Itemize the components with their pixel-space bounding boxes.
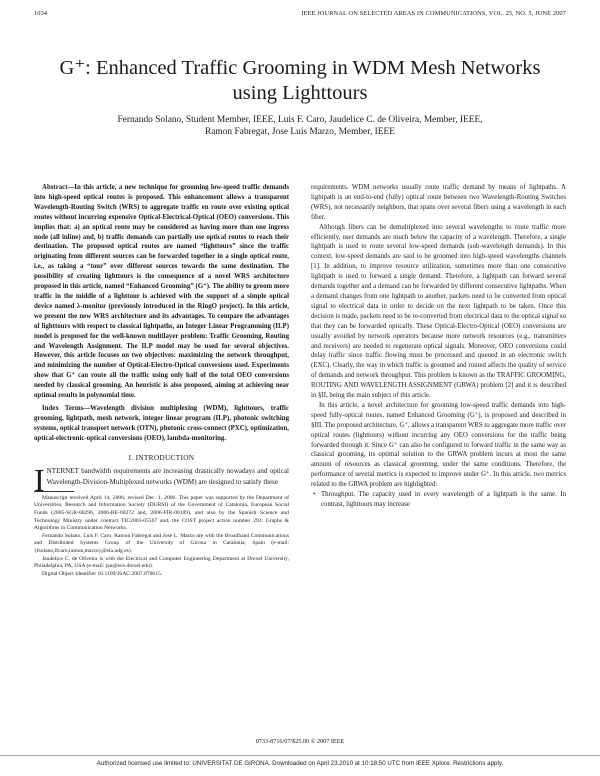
body-paragraph: In this article, a novel architecture for grooming low-speed traffic demands into high-speed fully-optical routes, named Enhanced Grooming (G⁺), is proposed and described in §III. The proposed architecture, G⁺, allows a transparent WRS to aggregate more traffic over optical routes (lighttours) without incurring any OEO conversions for the traffic being forwarded through it. Since G⁺ can also be configured to forward traffic in the same way as classical grooming, its optimal solution to the GRWA problem incurs at most the same amount of resources as classical grooming, under the same conditions. Therefore, the performance of several metrics is expected to improve under G⁺. In this article, two metrics related to the GRWA problem are highlighted:: [311, 401, 566, 489]
journal-name: IEEE JOURNAL ON SELECTED AREAS IN COMMUNICATIONS, VOL. 25, NO. 5, JUNE 2007: [301, 10, 566, 17]
footnote-doi: Digital Object Identifier 10.1109/JSAC.2007.070615.: [42, 570, 163, 577]
footnote-manuscript: Manuscript received April 14, 2006; revised Dec. 1, 2006. This paper was supported by the Department of Universities, Research and Information Society (DURSI) of the Government of Catalonia, European Social Funds (2005-SGR-00296, 2006-BE-00272 and, 2006-FIR-00109), and also by the Spanish Science and Technology Ministry under contract TIC2003-05567 and, the COST project action number 293: Graphs & Algorithms in Communication Networks.: [34, 494, 289, 532]
body-paragraph: requirements. WDM networks usually route traffic demand by means of lightpaths. A lightpath is an end-to-end (fully) optical route between two Wavelength-Routing Switches (WRS), not necessarily neighbors, that spans over several fibers using a wavelength in each fiber.: [311, 184, 566, 221]
bullet-item: [311, 490, 566, 510]
index-terms: Index Terms—Wavelength division multiplexing (WDM), lighttours, traffic grooming, lightpath, mesh network, integer linear program (ILP), photonic switching systems, optical transport network (OTN), photonic cross-connect (PXC), optimization, optical-electronic-optical conversions (OEO), lambda-monitoring.: [34, 404, 289, 442]
download-footer: Authorized licensed use limited to: UNIVERSITAT DE GIRONA. Downloaded on April 23,2010 at 10:18:50 UTC from IEEE Xplore. Restrictions apply.: [96, 760, 504, 767]
page-number: 1034: [34, 10, 48, 17]
copyright-line: 0733-8716/07/$25.00 © 2007 IEEE: [255, 738, 345, 745]
bullet-text: Throughput. The capacity used in every wavelength of a lightpath is the same. In contrast, lighttours may increase: [321, 491, 566, 508]
footnote-affiliation: Fernando Solano, Luis F. Caro, Ramon Fabregat and Jose L. Marzo are with the Broadband Communications and Distributed Systems Group of the University of Girona in Catalonia, Spain (e-mail: {fsolano,lfcaro,ramon,marzo}@eia.udg.es).: [34, 532, 289, 555]
footnote-affiliation: Jaudelice C. de Oliveira is with the Electrical and Computer Engineering Department at Drexel University, Philadelphia, PA, USA (e-mail: jau@ece.drexel.edu).: [34, 555, 289, 570]
abstract: Abstract—In this article, a new technique for grooming low-speed traffic demands into high-speed optical routes is proposed. This enhancement allows a transparent Wavelength-Routing Switch (WRS) to aggregate traffic en route over existing optical routes without incurring expensive Optical-Electrical-Optical (OEO) conversions. This implies that: a) an optical route may be considered as having more than one ingress node (all inline) and, b) traffic demands can partially use optical routes to reach their destination. The proposed optical routes are named “lighttours” since the traffic originating from different sources can be forwarded together in a single optical route, i.e., as taking a “tour” over different sources towards the same destination. The possibility of creating lighttours is the consequence of a novel WRS architecture proposed in this article, named “Enhanced Grooming” (G⁺). The ability to groom more traffic in the middle of a lighttour is achieved with the support of a simple optical device named λ-monitor (previously introduced in the RingO project). In this article, we present the new WRS architecture and its advantages. To compare the advantages of lighttours with respect to classical lightpaths, an Integer Linear Programming (ILP) model is proposed for the well-known multilayer problem: Traffic Grooming, Routing and Wavelength Assignment. The ILP model may be used for several objectives. However, this article focuses on two objectives: maximizing the network throughput, and minimizing the number of Optical-Electro-Optical conversions used. Experiments show that G⁺ can route all the traffic using only half of the total OEO conversions needed by classical grooming. An heuristic is also proposed, aiming at achieving near optimal results in polynomial time.: [34, 184, 289, 400]
drop-cap: I: [34, 462, 45, 499]
left-column: [34, 183, 289, 578]
body-paragraph: Although fibers can be demultiplexed into several wavelengths to route traffic more efficiently, user demands are much below the capacity of a wavelength. Therefore, a single lightpath is used to route several low-speed demands (sub-wavelength demands). In this context, low-speed demands are said to be groomed into high-speed wavelengths channels [1]. In addition, to improve resource utilization, sometimes more than one consecutive lightpath is used to forward a single demand. Therefore, a lightpath can forward several demands together and a demand can be forwarded by different consecutive lightpaths. When a demand changes from one lightpath to another, packets need to be converted from optical signal to electrical data in order to decide on the next lightpath to be taken. Once this decision is made, packets need to be re-converted from electrical data to the optical signal so that they can be forwarded optically. These Optical-Electro-Optical (OEO) conversions are usually avoided by network operators because more network resources (e.g., transmitters and receivers) are needed to regenerate optical signals. Moreover, OEO conversions could delay traffic since traffic flowing must be processed and queued in an electronic switch (EXC). Clearly, the way in which traffic is groomed and routed affects the quality of service of demands and network throughput. This problem is known as the TRAFFIC GROOMING, ROUTING AND WAVELENGTH ASSIGNMENT (GRWA) problem [2] and it is described in §II, being the main subject of this article.: [311, 223, 566, 400]
author-line: Ramon Fabregat, Jose Luis Marzo, Member, IEEE: [205, 126, 395, 137]
author-list: [40, 115, 560, 138]
intro-paragraph: [34, 462, 289, 499]
footer-divider: [0, 755, 600, 756]
section-heading: I. INTRODUCTION: [128, 452, 195, 462]
paper-title: G⁺: Enhanced Traffic Grooming in WDM Mesh Networks using Lighttours: [59, 57, 541, 104]
author-line: Fernando Solano, Student Member, IEEE, Luis F. Caro, Jaudelice C. de Oliveira, Member, IEEE,: [117, 115, 483, 125]
right-column: [311, 183, 566, 510]
running-header: [34, 10, 566, 22]
bullet-icon: •: [313, 491, 316, 499]
intro-text: NTERNET bandwidth requirements are increasing drastically nowadays and optical Wavelength-Division-Multiplexed networks (WDM) are designed to satisfy these: [46, 467, 289, 486]
